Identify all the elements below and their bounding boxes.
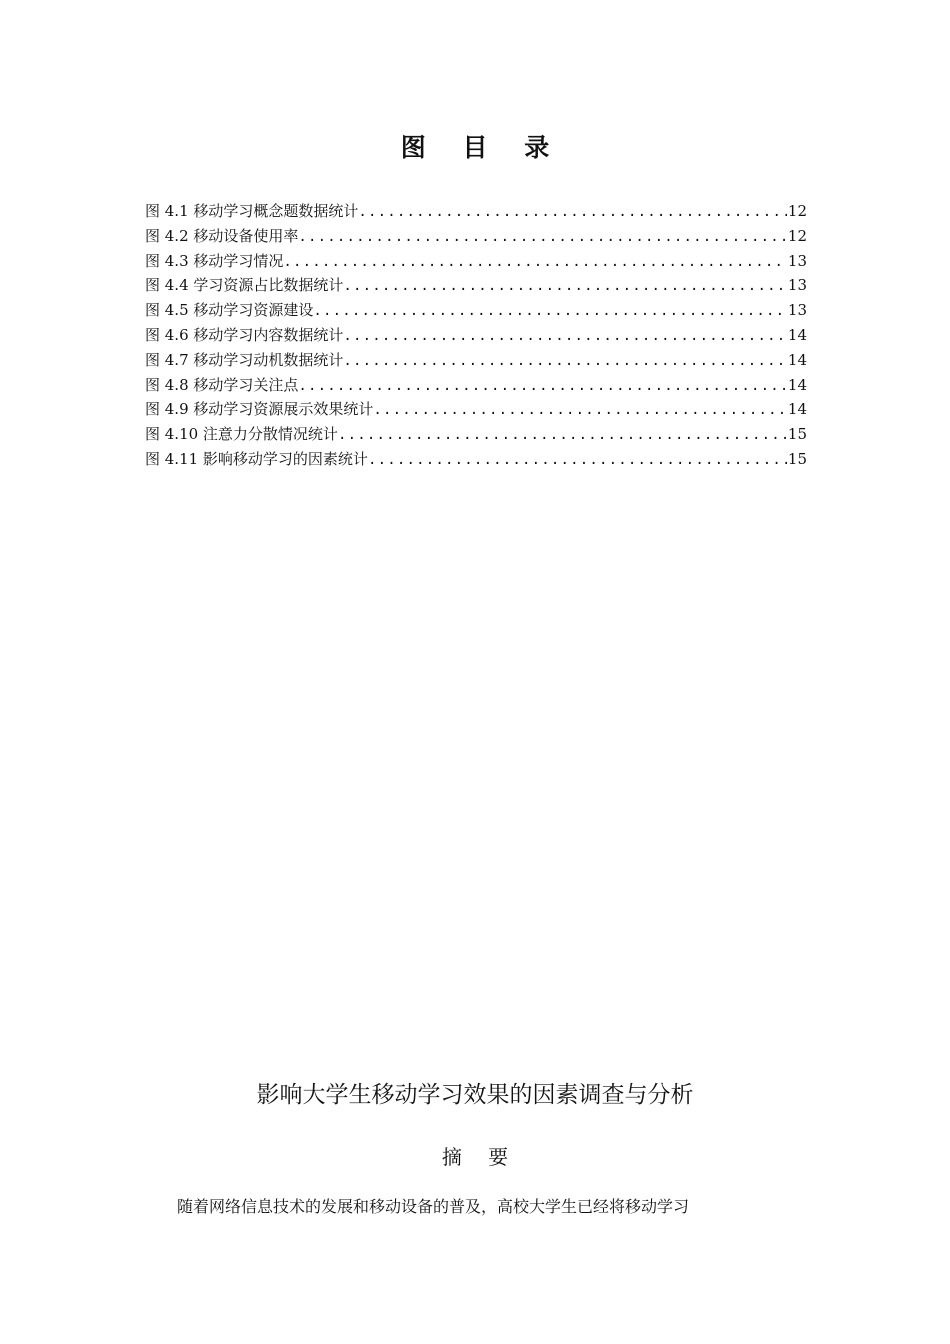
- toc-entry-label: 图 4.5 移动学习资源建设: [145, 301, 314, 320]
- toc-entry-page: 13: [787, 251, 807, 270]
- toc-leader-dots: [343, 349, 787, 373]
- toc-leader-dots: [283, 250, 787, 274]
- toc-entry-label: 图 4.2 移动设备使用率: [145, 226, 299, 245]
- toc-entry[interactable]: [145, 447, 807, 472]
- toc-entry-page: 14: [787, 350, 807, 369]
- toc-entry[interactable]: [145, 224, 807, 249]
- toc-entry-page: 14: [787, 375, 807, 394]
- toc-entry[interactable]: [145, 397, 807, 422]
- toc-entry-label: 图 4.9 移动学习资源展示效果统计: [145, 400, 374, 419]
- toc-leader-dots: [338, 423, 787, 447]
- figure-toc-list: [145, 199, 807, 472]
- toc-entry-label: 图 4.6 移动学习内容数据统计: [145, 325, 344, 344]
- toc-entry-label: 图 4.7 移动学习动机数据统计: [145, 350, 344, 369]
- toc-entry-page: 13: [787, 301, 807, 320]
- toc-leader-dots: [368, 448, 787, 472]
- toc-entry-page: 14: [787, 400, 807, 419]
- toc-entry-page: 12: [787, 202, 807, 220]
- toc-entry[interactable]: [145, 199, 807, 224]
- toc-leader-dots: [343, 324, 787, 348]
- toc-leader-dots: [358, 200, 787, 224]
- toc-title: 图 目 录: [400, 133, 564, 162]
- toc-entry-label: 图 4.3 移动学习情况: [145, 251, 284, 270]
- toc-leader-dots: [343, 274, 787, 298]
- toc-entry-label: 图 4.11 影响移动学习的因素统计: [145, 449, 368, 468]
- toc-entry[interactable]: [145, 348, 807, 373]
- toc-entry[interactable]: [145, 273, 807, 298]
- abstract-heading: 摘 要: [441, 1145, 519, 1169]
- paper-title: 影响大学生移动学习效果的因素调查与分析: [256, 1082, 694, 1108]
- toc-entry[interactable]: [145, 373, 807, 398]
- toc-leader-dots: [298, 225, 787, 249]
- toc-entry-page: 12: [787, 226, 807, 245]
- toc-entry[interactable]: [145, 323, 807, 348]
- toc-entry-label: 图 4.8 移动学习关注点: [145, 375, 299, 394]
- toc-leader-dots: [298, 374, 787, 398]
- toc-entry-label: 图 4.1 移动学习概念题数据统计: [145, 202, 359, 220]
- toc-leader-dots: [373, 398, 787, 422]
- toc-entry-page: 13: [787, 276, 807, 295]
- toc-leader-dots: [313, 299, 787, 323]
- abstract-paragraph: 随着网络信息技术的发展和移动设备的普及，高校大学生已经将移动学习: [177, 1197, 690, 1216]
- toc-entry-label: 图 4.10 注意力分散情况统计: [145, 425, 338, 444]
- toc-entry[interactable]: [145, 298, 807, 323]
- toc-entry-label: 图 4.4 学习资源占比数据统计: [145, 276, 344, 295]
- toc-entry[interactable]: [145, 249, 807, 274]
- toc-entry-page: 14: [787, 325, 807, 344]
- toc-entry[interactable]: [145, 422, 807, 447]
- toc-entry-page: 15: [787, 449, 807, 468]
- toc-entry-page: 15: [787, 425, 807, 444]
